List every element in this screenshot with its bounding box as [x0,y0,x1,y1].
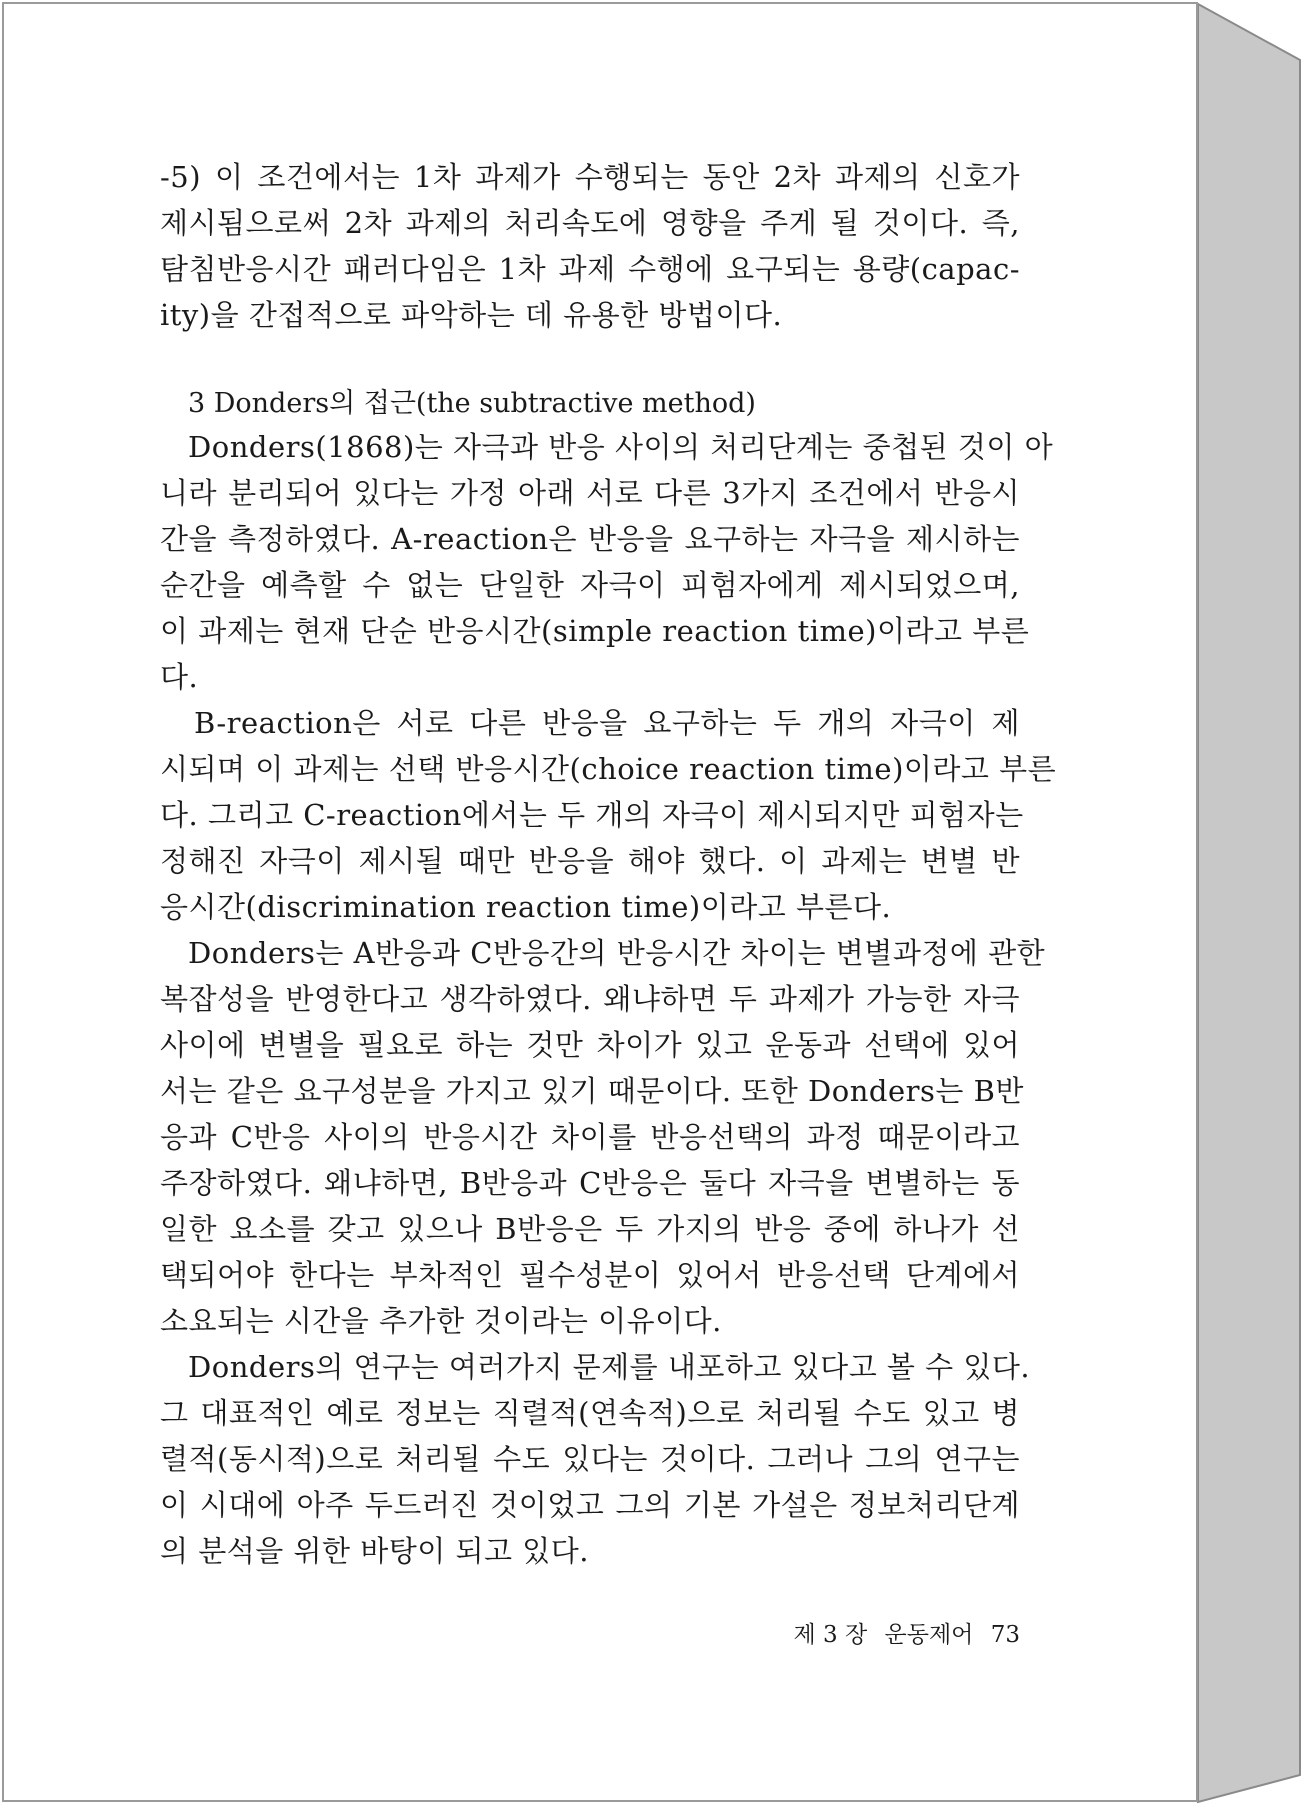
text-line: ity)을 간접적으로 파악하는 데 유용한 방법이다. [160,298,783,332]
paragraph-4 [160,930,1046,1344]
page-footer [760,1615,1020,1655]
text-line: 일한 요소를 갖고 있으나 B반응은 두 가지의 반응 중에 하나가 선 [160,1212,1020,1246]
text-line: 탐침반응시간 패러다임은 1차 과제 수행에 요구되는 용량(capac- [160,252,1020,286]
paragraph-3 [160,700,1057,930]
text-line: 이 시대에 아주 두드러진 것이었고 그의 기본 가설은 정보처리단계 [160,1488,1020,1522]
text-line: 주장하였다. 왜냐하면, B반응과 C반응은 둘다 자극을 변별하는 동 [160,1166,1020,1200]
text-line: 택되어야 한다는 부차적인 필수성분이 있어서 반응선택 단계에서 [160,1258,1020,1292]
text-line: 소요되는 시간을 추가한 것이라는 이유이다. [160,1304,722,1338]
text-line: B-reaction은 서로 다른 반응을 요구하는 두 개의 자극이 제 [194,706,1020,740]
text-line: 이 과제는 현재 단순 반응시간(simple reaction time)이라고 부른 [160,614,1030,648]
text-line: 복잡성을 반영한다고 생각하였다. 왜냐하면 두 과제가 가능한 자극 [160,982,1020,1016]
text-line: 의 분석을 위한 바탕이 되고 있다. [160,1534,589,1568]
text-line: Donders(1868)는 자극과 반응 사이의 처리단계는 중첩된 것이 아 [188,430,1054,464]
text-line: 정해진 자극이 제시될 때만 반응을 해야 했다. 이 과제는 변별 반 [160,844,1020,878]
paragraph-5 [160,1344,1031,1574]
text-line: 순간을 예측할 수 없는 단일한 자극이 피험자에게 제시되었으며, [160,568,1020,602]
text-line: 렬적(동시적)으로 처리될 수도 있다는 것이다. 그러나 그의 연구는 [160,1442,1020,1476]
text-line: -5) 이 조건에서는 1차 과제가 수행되는 동안 2차 과제의 신호가 [160,160,1020,194]
paragraph-1 [160,154,1020,338]
text-line: Donders의 연구는 여러가지 문제를 내포하고 있다고 볼 수 있다. [188,1350,1031,1384]
text-line: 간을 측정하였다. A-reaction은 반응을 요구하는 자극을 제시하는 [160,522,1020,556]
text-line: 제시됨으로써 2차 과제의 처리속도에 영향을 주게 될 것이다. 즉, [160,206,1020,240]
text-line: 다. [160,660,199,694]
paragraph-2 [160,424,1054,700]
text-line: 응과 C반응 사이의 반응시간 차이를 반응선택의 과정 때문이라고 [160,1120,1020,1154]
text-line: 니라 분리되어 있다는 가정 아래 서로 다른 3가지 조건에서 반응시 [160,476,1020,510]
text-line: 응시간(discrimination reaction time)이라고 부른다. [160,890,892,924]
text-line: Donders는 A반응과 C반응간의 반응시간 차이는 변별과정에 관한 [188,936,1046,970]
text-line: 사이에 변별을 필요로 하는 것만 차이가 있고 운동과 선택에 있어 [160,1028,1020,1062]
text-line: 서는 같은 요구성분을 가지고 있기 때문이다. 또한 Donders는 B반 [160,1074,1024,1108]
chapter-label: 제 3 장 [793,1622,868,1648]
chapter-title: 운동제어 [884,1622,974,1648]
text-line: 다. 그리고 C-reaction에서는 두 개의 자극이 제시되지만 피험자는 [160,798,1024,832]
section-heading: 3 Donders의 접근(the subtractive method) [188,388,756,419]
page-number: 73 [990,1622,1020,1648]
text-line: 그 대표적인 예로 정보는 직렬적(연속적)으로 처리될 수도 있고 병 [160,1396,1020,1430]
text-line: 시되며 이 과제는 선택 반응시간(choice reaction time)이라고 부른 [160,752,1057,786]
